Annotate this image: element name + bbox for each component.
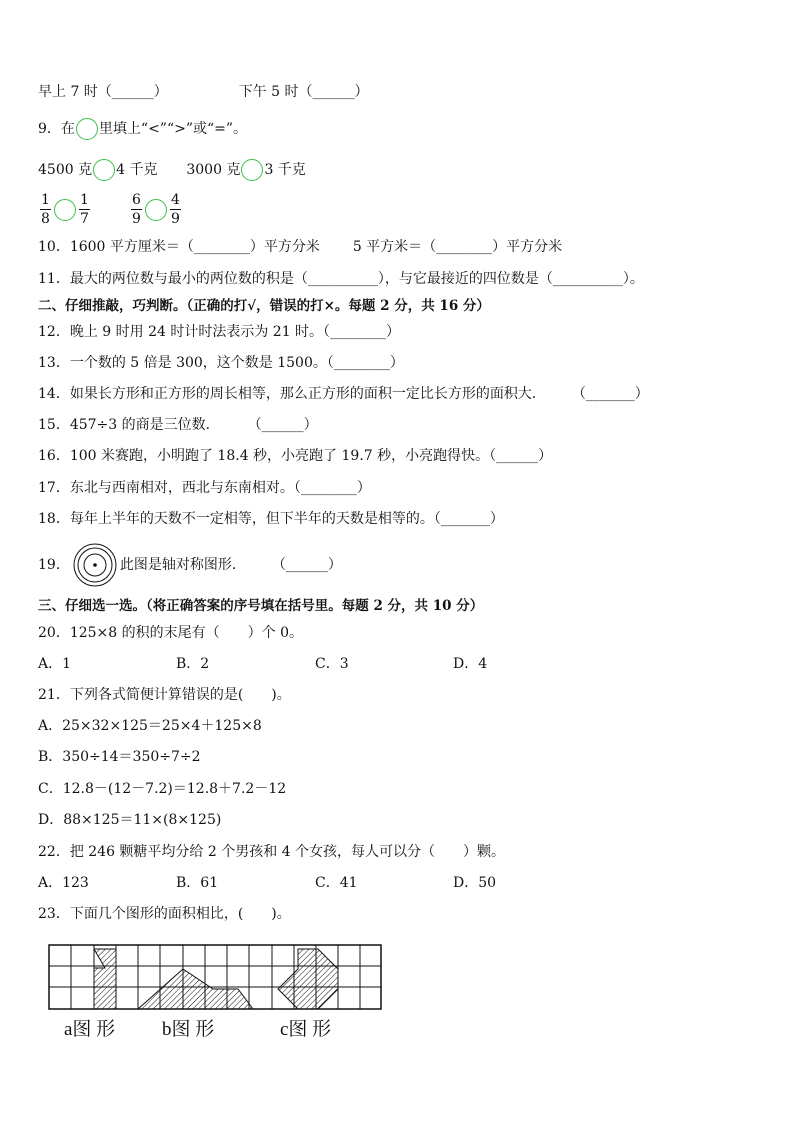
answer-circle[interactable]: [93, 159, 115, 181]
area-comparison-grid: [48, 944, 384, 1012]
q22-option-a[interactable]: A．123: [38, 875, 89, 891]
section-2-title: 二、仔细推敲，巧判断。（正确的打√，错误的打×。每题 2 分，共 16 分）: [38, 298, 490, 314]
q22-option-b[interactable]: B．61: [176, 875, 219, 891]
answer-circle[interactable]: [145, 199, 167, 221]
q19: [38, 545, 342, 585]
q9-item-b-left: 3000 克: [186, 162, 241, 178]
q10-part-a: 10．1600 平方厘米＝（________）平方分米: [38, 239, 320, 255]
concentric-circles-figure: [72, 542, 118, 588]
q21: 21．下列各式简便计算错误的是( )。: [38, 687, 291, 703]
q21-option-b[interactable]: B．350÷14＝350÷7÷2: [38, 749, 201, 765]
q22-option-d[interactable]: D．50: [453, 875, 497, 891]
q15-text: 15．457÷3 的商是三位数．: [38, 417, 220, 433]
q19-blank: （______）: [271, 557, 342, 573]
q14-blank: （_______）: [571, 386, 649, 402]
q9-item-a-right: 4 千克: [116, 162, 158, 178]
q11: 11．最大的两位数与最小的两位数的积是（__________），与它最接近的四位数是（__________）。: [38, 271, 644, 287]
q19-text: 此图是轴对称图形．: [119, 557, 246, 573]
q9-row1: [38, 159, 306, 181]
q9-text: 里填上“<”“>”或“=”。: [98, 121, 248, 137]
fraction: $\frac{1}{7}$: [80, 192, 89, 227]
circle-icon: [76, 118, 98, 140]
q20: 20．125×8 的积的末尾有（ ）个 0。: [38, 625, 303, 641]
q15-blank: （______）: [247, 417, 318, 433]
q9-prompt: [38, 118, 247, 140]
q12: 12．晚上 9 时用 24 时计时法表示为 21 时。（________）: [38, 324, 401, 340]
fraction: $\frac{6}{9}$: [131, 192, 141, 227]
q20-option-a[interactable]: A．1: [38, 656, 72, 672]
q22: 22．把 246 颗糖平均分给 2 个男孩和 4 个女孩，每人可以分（ ）颗。: [38, 844, 506, 860]
q14: [38, 385, 649, 403]
q14-text: 14．如果长方形和正方形的周长相等，那么正方形的面积一定比长方形的面积大．: [38, 386, 546, 402]
q22-option-c[interactable]: C．41: [315, 875, 358, 891]
q23: 23．下面几个图形的面积相比，( )。: [38, 906, 291, 922]
q13: 13．一个数的 5 倍是 300，这个数是 1500。（________）: [38, 355, 404, 371]
q10-line: [38, 238, 562, 256]
figure-a-caption: a图 形: [64, 1019, 116, 1040]
answer-circle[interactable]: [241, 159, 263, 181]
q18: 18．每年上半年的天数不一定相等，但下半年的天数是相等的。（_______）: [38, 511, 504, 527]
figure-c-caption: c图 形: [280, 1019, 332, 1040]
q15: [38, 416, 318, 434]
q10-part-b: 5 平方米＝（________）平方分米: [352, 239, 563, 255]
q9-number: 9．在: [38, 121, 75, 137]
q17: 17．东北与西南相对，西北与东南相对。（________）: [38, 480, 371, 496]
q21-option-c[interactable]: C．12.8－(12－7.2)＝12.8＋7.2－12: [38, 781, 287, 797]
q21-option-a[interactable]: A．25×32×125＝25×4＋125×8: [38, 718, 262, 734]
q8-morning: 早上 7 时（______）: [38, 84, 168, 100]
q20-option-c[interactable]: C．3: [315, 656, 349, 672]
answer-circle[interactable]: [54, 199, 76, 221]
q20-option-d[interactable]: D．4: [453, 656, 488, 672]
shape-b: [138, 969, 253, 1009]
q8-afternoon: 下午 5 时（______）: [238, 84, 369, 100]
shape-c: [278, 949, 338, 1009]
fraction: $\frac{4}{9}$: [170, 192, 180, 227]
figure-b-caption: b图 形: [162, 1019, 215, 1040]
q21-option-d[interactable]: D．88×125＝11×(8×125): [38, 812, 222, 828]
fraction: $\frac{1}{8}$: [41, 192, 50, 227]
q9-item-a-left: 4500 克: [38, 162, 93, 178]
q19-number: 19．: [38, 557, 70, 573]
q20-option-b[interactable]: B．2: [176, 656, 210, 672]
q9-row2: [40, 192, 181, 227]
q8-line: [38, 83, 369, 101]
q16: 16．100 米赛跑，小明跑了 18.4 秒，小亮跑了 19.7 秒，小亮跑得快。（______）: [38, 448, 553, 464]
section-3-title: 三、仔细选一选。（将正确答案的序号填在括号里。每题 2 分，共 10 分）: [38, 598, 484, 614]
q9-item-b-right: 3 千克: [264, 162, 306, 178]
